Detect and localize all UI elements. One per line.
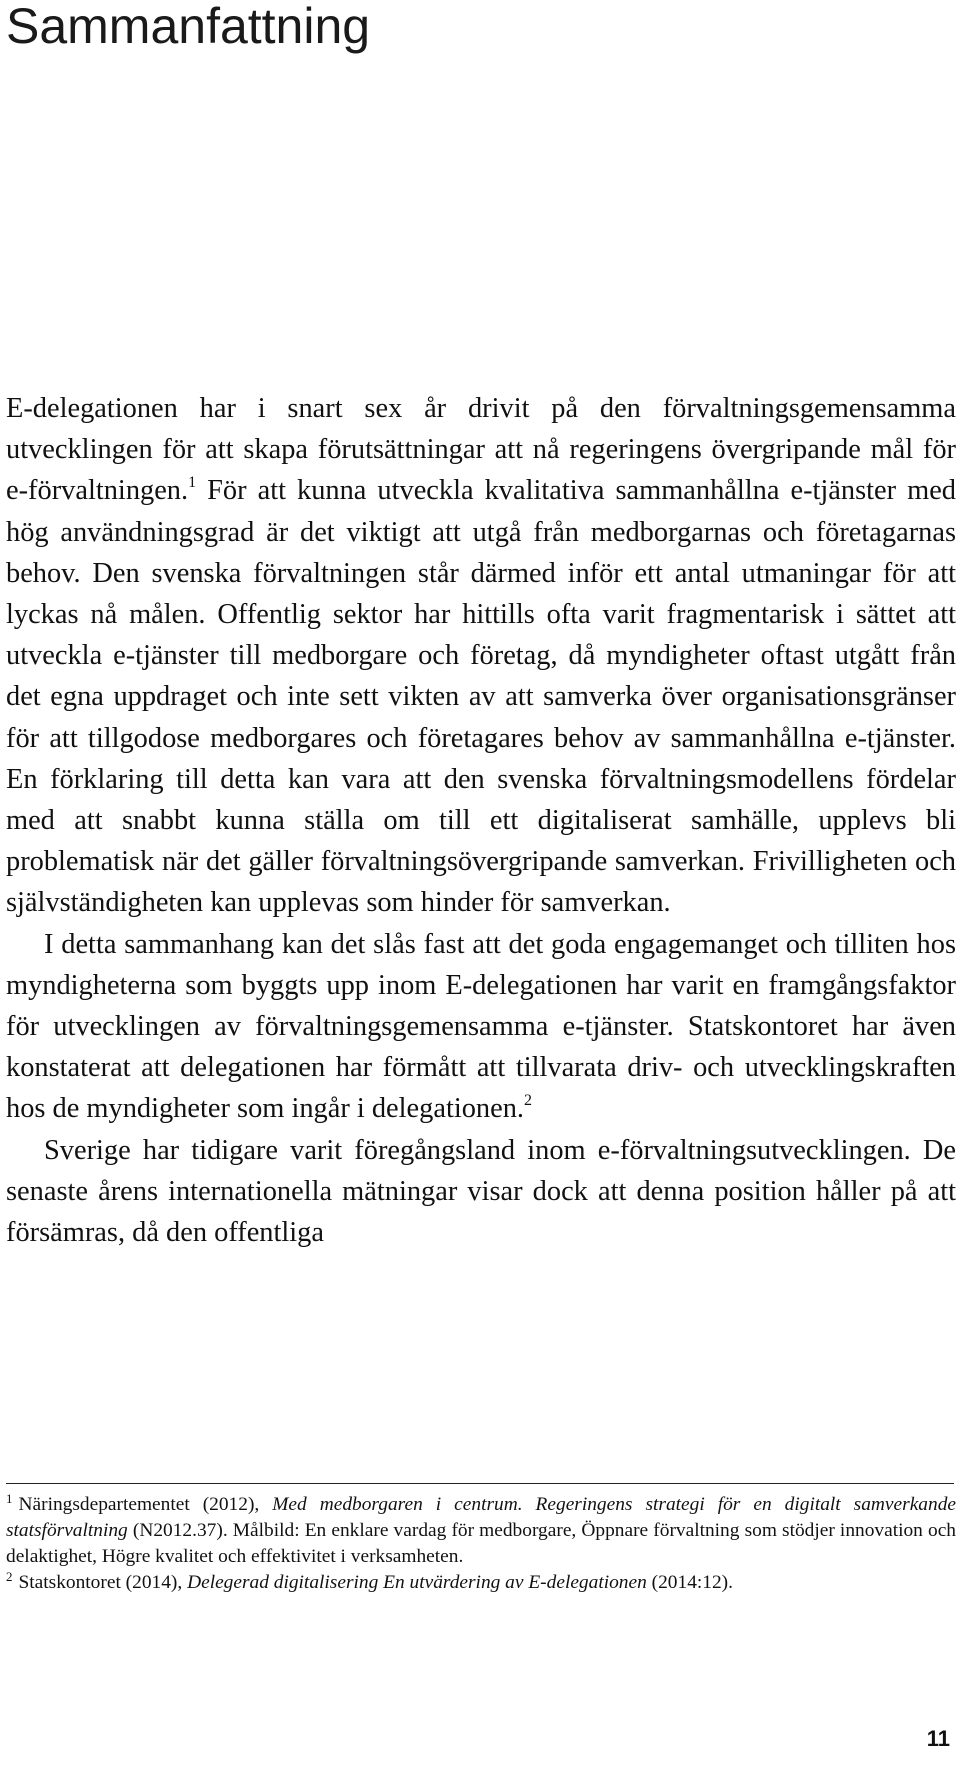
- footnote-reference-1[interactable]: 1: [188, 474, 197, 492]
- footnote-1-mark: 1: [6, 1491, 13, 1506]
- footnote-2-text-a: Statskontoret (2014),: [18, 1572, 188, 1593]
- page-title: Sammanfattning: [6, 0, 371, 54]
- footnote-1-text-a: Näringsdepartementet (2012),: [18, 1494, 273, 1515]
- footnote-2: [6, 1570, 956, 1596]
- footnote-1-title: Med medborgaren i centrum. Regeringens strategi för en digitalt samverkande statsförvaltning: [6, 1494, 956, 1541]
- footnote-1: [6, 1492, 956, 1570]
- footnote-1-text-b: (N2012.37). Målbild: En enklare vardag för medborgare, Öppnare förvaltning som stödjer innovation och delaktighet, Högre kvalitet och effektivitet i verksamheten.: [6, 1520, 956, 1567]
- footnotes: [6, 1492, 956, 1596]
- paragraph-3-text: Sverige har tidigare varit föregångsland inom e-förvaltningsutvecklingen. De senaste årens internationella mätningar visar dock att denna position håller på att försämras, då den offentliga: [6, 1134, 956, 1249]
- page-number: 11: [926, 1726, 950, 1751]
- body-text: [6, 388, 956, 1253]
- footnote-reference-2[interactable]: 2: [524, 1092, 533, 1110]
- footnote-2-title: Delegerad digitalisering En utvärdering av E-delegationen: [187, 1572, 647, 1593]
- footnote-divider: [6, 1483, 954, 1484]
- paragraph-3: [6, 1130, 956, 1254]
- paragraph-1-part-a: E-delegationen har i snart sex år drivit på den förvaltningsgemensamma utvecklingen för att skapa förutsättningar att nå regeringens övergripande mål för e-förvaltningen.: [6, 393, 956, 507]
- paragraph-1: [6, 388, 956, 924]
- paragraph-2-text: I detta sammanhang kan det slås fast att det goda engagemanget och tilliten hos myndigheterna som byggts upp inom E-delegationen har varit en framgångsfaktor för utvecklingen av förvaltningsgemensamma e-tjänster. Statskontoret har även konstaterat att delegationen har förmått att tillvarata driv- och utvecklingskraften hos de myndigheter som ingår i delegationen.: [6, 928, 956, 1125]
- paragraph-1-part-b: För att kunna utveckla kvalitativa sammanhållna e-tjänster med hög användningsgrad är det viktigt att utgå från medborgarnas och företagarnas behov. Den svenska förvaltningen står därmed inför ett antal utmaningar för att lyckas nå målen. Offentlig sektor har hittills ofta varit fragmentarisk i sättet att utveckla e-tjänster till medborgare och företag, då myndigheter oftast utgått från det egna uppdraget och inte sett vikten av att samverka över organisationsgränser för att tillgodose medborgares och företagares behov av sammanhållna e-tjänster. En förklaring till detta kan vara att den svenska förvaltningsmodellens fördelar med att snabbt kunna ställa om till ett digitaliserat samhälle, upplevs bli problematisk när det gäller förvaltningsövergripande samverkan. Frivilligheten och självständigheten kan upplevas som hinder för samverkan.: [6, 475, 956, 919]
- footnote-2-text-b: (2014:12).: [646, 1572, 733, 1593]
- footnote-2-mark: 2: [6, 1569, 13, 1584]
- paragraph-2: [6, 924, 956, 1130]
